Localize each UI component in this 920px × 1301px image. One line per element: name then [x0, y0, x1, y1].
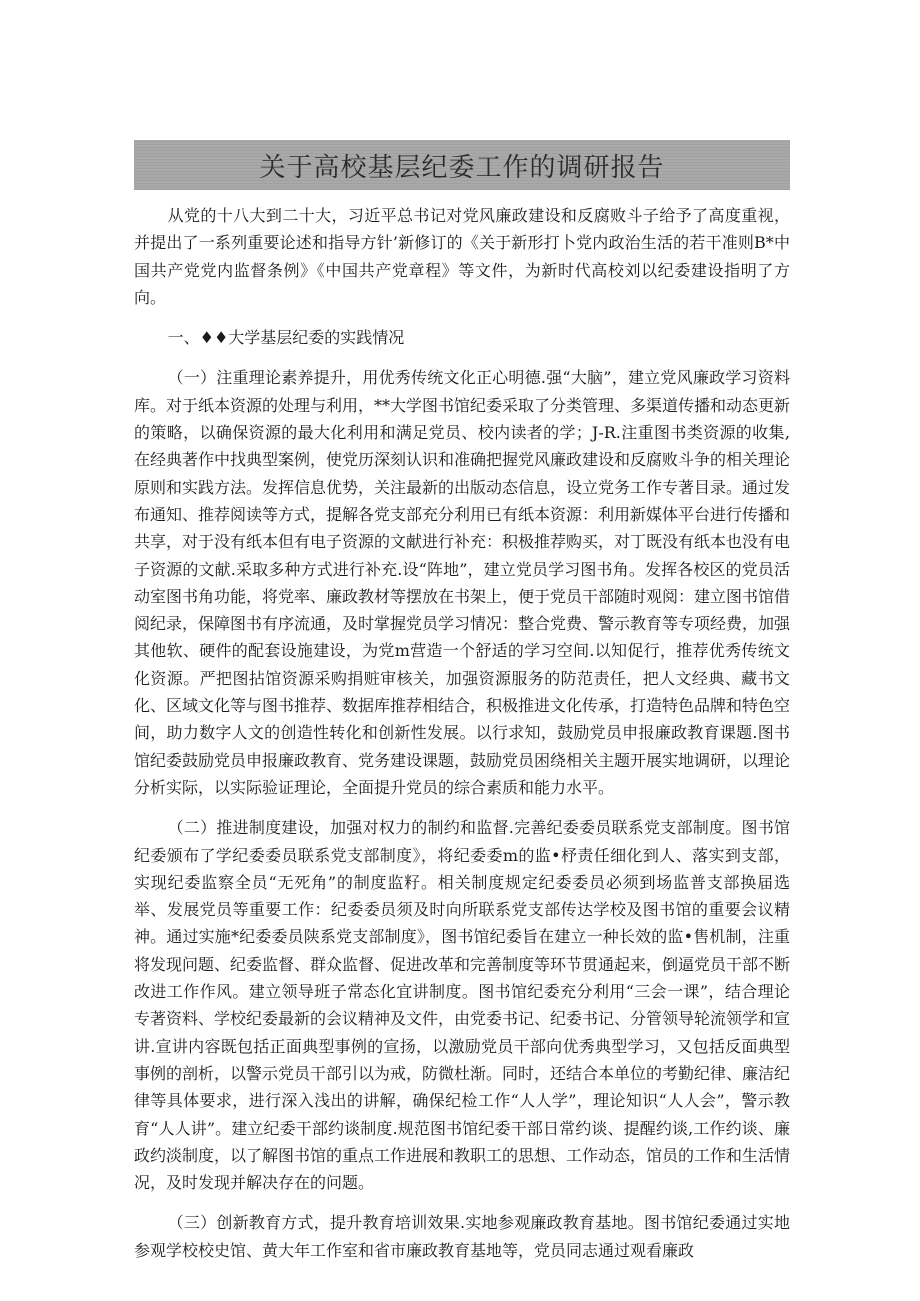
- title-banner: [134, 140, 790, 190]
- section-1-paragraph: （一）注重理论素养提升，用优秀传统文化正心明德.强“大脑”，建立党风廉政学习资料库。对于纸本资源的处理与利用，**大学图书馆纪委采取了分类管理、多渠道传播和动态更新的策略，以确保资源的最大化利用和满足党员、校内读者的学；J-R.注重图书类资源的收集,在经典著作中找典型案例，使党历深刻认识和准确把握党风廉政建设和反腐败斗争的相关理论原则和实践方法。发挥信息优势，关注最新的出版动态信息，设立党务工作专著目录。通过发布通知、推荐阅读等方式，提解各党支部充分利用已有纸本资源：利用新媒体平台进行传播和共享，对于没有纸本但有电子资源的文献进行补充：积极推荐购买，对丁既没有纸本也没有电子资源的文献.采取多种方式进行补充.设“阵地”，建立党员学习图书角。发挥各校区的党员活动室图书角功能，将党率、廉政教材等摆放在书架上，便于党员干部随时观阅：建立图书馆借阅纪录，保障图书有序流通，及时掌握党员学习情况：整合党费、警示教育等专项经费，加强其他软、硬件的配套设施建设，为党m营造一个舒适的学习空间.以知促行，推荐优秀传统文化资源。严把图拈馆资源采购捐赃审核关，加强资源服务的防范责任，把人文经典、藏书文化、区域文化等与图书推荐、数据库推荐相结合，积极推进文化传承，打造特色品牌和特色空间，助力数字人文的创造性转化和创新性发展。以行求知，鼓励党员申报廉政教育课题.图书馆纪委鼓励党员申报廉政教育、党务建设课题，鼓励党员困绕相关主题开展实地调研，以理论分析实际，以实际验证理论，全面提升党员的综合素质和能力水平。: [134, 368, 791, 797]
- section-2-paragraph: （二）推进制度建设，加强对权力的制约和监督.完善纪委委员联系党支部制度。图书馆纪委颁布了学纪委委员联系党支部制度》，将纪委委m的监•杼责任细化到人、落实到支部，实现纪委监察全员“无死角”的制度监籽。相关制度规定纪委委员必须到场监普支部换届选举、发展党员等重要工作：纪委委员须及时向所联系党支部传达学校及图书馆的重要会议精神。通过实施*纪委委员陕系党支部制度》，图书馆纪委旨在建立一种长效的监•售机制，注重将发现问题、纪委监督、群众监督、促进改革和完善制度等环节贯通起来，倒逼党员干部不断改进工作作风。建立领导班子常态化宜讲制度。图书馆纪委充分利用“三会一课”，结合理论专著资料、学校纪委最新的会议精神及文件，由党委书记、纪委书记、分管领导轮流领学和宣讲.宣讲内容既包括正面典型事例的宣扬，以激励党员干部向优秀典型学习，又包括反面典型事例的剖析，以警示党员干部引以为戒，防微杜渐。同时，还结合本单位的考勤纪律、廉洁纪律等具体要求，进行深入浅出的讲解，确保纪检工作“人人学”，理论知识“人人会”，警示教育“人人讲”。建立纪委干部约谈制度.规范图书馆纪委干部日常约谈、提醒约谈,工作约谈、廉政约淡制度，以了解图书馆的重点工作进展和教职工的思想、工作动态，馆员的工作和生活情况，及时发现并解决存在的问题。: [134, 818, 791, 1193]
- document-title: 关于高校基层纪委工作的调研报告: [259, 152, 665, 183]
- intro-paragraph: 从党的十八大到二十大，习近平总书记对党风廉政建设和反腐败斗子给予了高度重视，并提出了一系列重要论述和指导方针’新修订的《关于新形打卜党内政治生活的若干准则B*中国共产党党内监督条例》《中国共产党章程》等文件，为新时代高校刘以纪委建设指明了方向。: [134, 206, 790, 307]
- document-page: [134, 140, 790, 1264]
- section-heading: 一、♦♦大学基层纪委的实践情况: [167, 328, 405, 348]
- section-3-paragraph: （三）创新教育方式，提升教育培训效果.实地参观廉政教育基地。图书馆纪委通过实地参观学校校史馆、黄大年工作室和省市廉政教育基地等，党员同志通过观看廉政: [134, 1213, 790, 1260]
